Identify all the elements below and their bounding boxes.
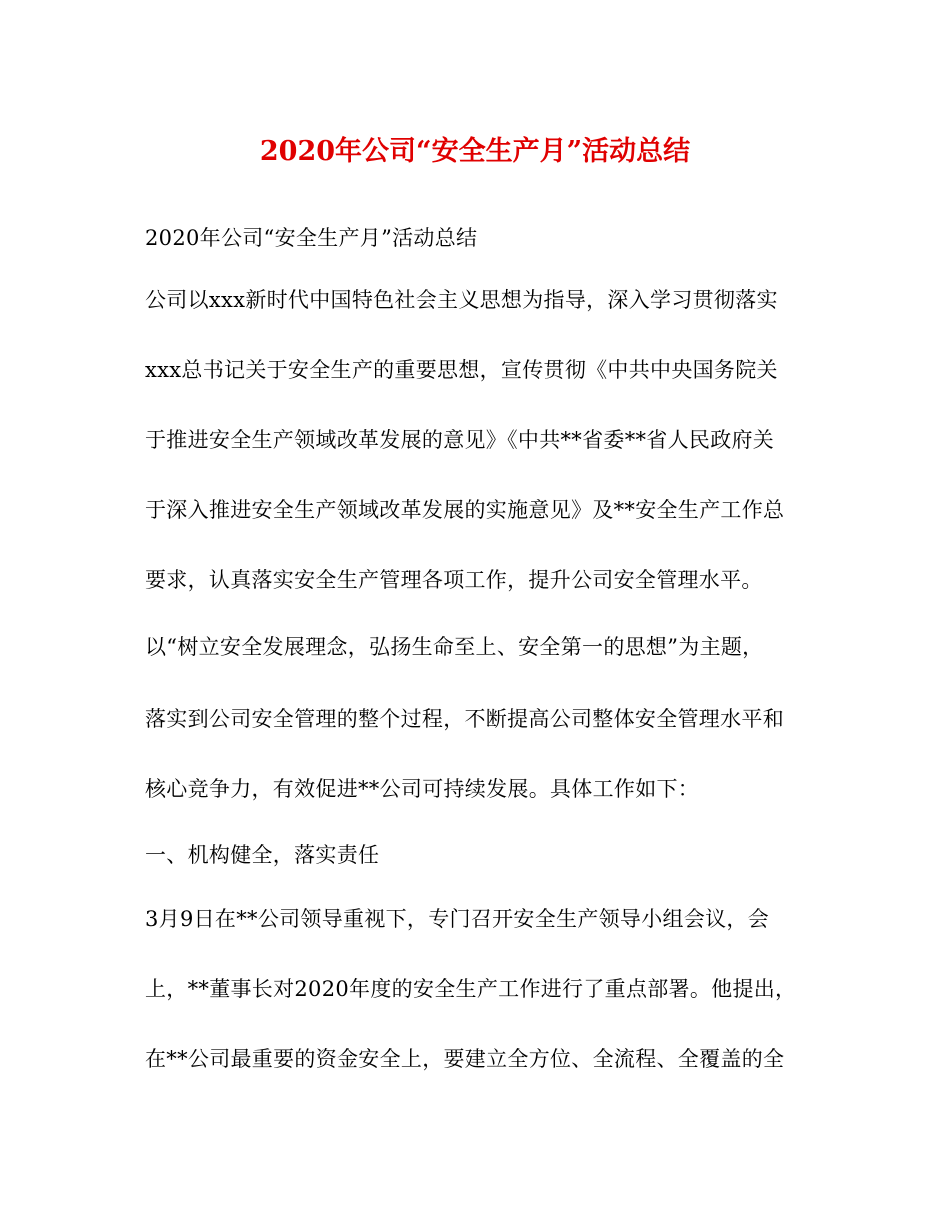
paragraph-line: 以“树立安全发展理念，弘扬生命至上、安全第一的思想”为主题， xyxy=(145,635,764,659)
paragraph-line: xxx总书记关于安全生产的重要思想，宣传贯彻《中共中央国务院关 xyxy=(145,358,778,382)
subtitle-line: 2020年公司“安全生产月”活动总结 xyxy=(145,226,478,250)
paragraph-line: 于推进安全生产领域改革发展的意见》《中共**省委**省人民政府关 xyxy=(145,428,775,452)
section-heading: 一、机构健全，落实责任 xyxy=(145,843,380,867)
paragraph-line: 上，**董事长对2020年度的安全生产工作进行了重点部署。他提出， xyxy=(145,977,797,1001)
paragraph-line: 在**公司最重要的资金安全上，要建立全方位、全流程、全覆盖的全 xyxy=(145,1047,785,1071)
paragraph-line: 于深入推进安全生产领域改革发展的实施意见》及**安全生产工作总 xyxy=(145,498,785,522)
document-title: 2020年公司“安全生产月”活动总结 xyxy=(259,136,691,167)
paragraph-line: 落实到公司安全管理的整个过程，不断提高公司整体安全管理水平和 xyxy=(145,707,784,731)
paragraph-line: 要求，认真落实安全生产管理各项工作，提升公司安全管理水平。 xyxy=(145,568,763,592)
paragraph-line: 3月9日在**公司领导重视下，专门召开安全生产领导小组会议，会 xyxy=(145,907,770,931)
paragraph-line: 核心竞争力，有效促进**公司可持续发展。具体工作如下： xyxy=(145,777,700,801)
paragraph-line: 公司以xxx新时代中国特色社会主义思想为指导，深入学习贯彻落实 xyxy=(145,288,778,312)
